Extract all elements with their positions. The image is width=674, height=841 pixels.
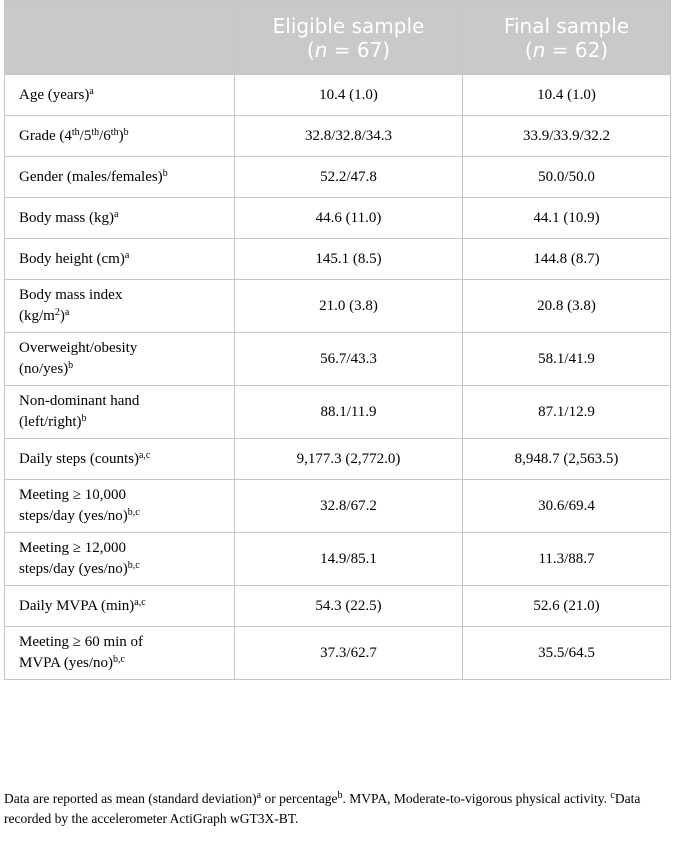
header-empty-cell xyxy=(5,1,235,75)
table-header-row xyxy=(5,1,671,75)
header-eligible-sample xyxy=(235,1,463,75)
eligible-value: 32.8/32.8/34.3 xyxy=(235,116,463,157)
row-label xyxy=(5,157,235,198)
label-text: Meeting ≥ 10,000 xyxy=(19,487,126,503)
header-final-n: n xyxy=(532,37,546,62)
label-text: ) xyxy=(59,308,65,324)
table-row xyxy=(5,333,671,386)
eligible-value: 32.8/67.2 xyxy=(235,480,463,533)
row-label xyxy=(5,239,235,280)
label-text: /5 xyxy=(79,127,92,144)
label-text: Daily steps (counts) xyxy=(19,450,139,467)
demographics-table xyxy=(4,0,671,680)
superscript: th xyxy=(91,126,100,138)
eligible-value: 145.1 (8.5) xyxy=(235,239,463,280)
superscript: b xyxy=(337,790,343,801)
eligible-value: 9,177.3 (2,772.0) xyxy=(235,439,463,480)
header-final-n-value: = 62) xyxy=(545,37,609,62)
row-label xyxy=(5,480,235,533)
final-value: 33.9/33.9/32.2 xyxy=(463,116,671,157)
label-text: steps/day (yes/no) xyxy=(19,508,128,524)
row-label xyxy=(5,75,235,116)
footnote-text: Data recorded by the accelerometer ActiGraph wGT3X-BT. xyxy=(4,791,641,826)
header-final-count: (n = 62) xyxy=(524,37,609,62)
label-text: Body mass (kg) xyxy=(19,209,114,226)
label-text: Gender (males/females) xyxy=(19,168,163,185)
final-value: 8,948.7 (2,563.5) xyxy=(463,439,671,480)
label-text: (left/right) xyxy=(19,414,82,430)
superscript: b xyxy=(162,167,168,179)
row-label xyxy=(5,627,235,680)
eligible-value: 37.3/62.7 xyxy=(235,627,463,680)
final-value: 58.1/41.9 xyxy=(463,333,671,386)
table-row xyxy=(5,586,671,627)
label-text: Meeting ≥ 12,000 xyxy=(19,540,126,556)
eligible-value: 88.1/11.9 xyxy=(235,386,463,439)
superscript: a,c xyxy=(134,596,146,608)
label-text: (no/yes) xyxy=(19,361,69,377)
eligible-value: 56.7/43.3 xyxy=(235,333,463,386)
row-label xyxy=(5,333,235,386)
label-text: Grade (4 xyxy=(19,127,72,144)
superscript: c xyxy=(610,790,615,801)
eligible-value: 10.4 (1.0) xyxy=(235,75,463,116)
table-container xyxy=(4,0,670,680)
final-value: 30.6/69.4 xyxy=(463,480,671,533)
superscript: th xyxy=(110,126,119,138)
header-eligible-count: (n = 67) xyxy=(306,37,391,62)
table-row xyxy=(5,533,671,586)
final-value: 10.4 (1.0) xyxy=(463,75,671,116)
table-row xyxy=(5,157,671,198)
label-text: (kg/m xyxy=(19,308,55,324)
table-row xyxy=(5,239,671,280)
superscript: b xyxy=(81,413,87,424)
eligible-value: 44.6 (11.0) xyxy=(235,198,463,239)
row-label xyxy=(5,116,235,157)
label-text: steps/day (yes/no) xyxy=(19,561,128,577)
superscript: a xyxy=(124,249,130,261)
final-value: 35.5/64.5 xyxy=(463,627,671,680)
label-text: Body height (cm) xyxy=(19,250,125,267)
eligible-value: 52.2/47.8 xyxy=(235,157,463,198)
superscript: a xyxy=(64,307,70,318)
final-value: 52.6 (21.0) xyxy=(463,586,671,627)
superscript: b xyxy=(68,360,74,371)
table-row xyxy=(5,627,671,680)
table-row xyxy=(5,439,671,480)
value-text: 21.0 (3.8) xyxy=(319,297,378,314)
final-value: 11.3/88.7 xyxy=(463,533,671,586)
header-final-title: Final sample xyxy=(503,13,630,38)
label-text: Body mass index xyxy=(19,287,123,303)
superscript: a xyxy=(256,790,262,801)
final-value: 144.8 (8.7) xyxy=(463,239,671,280)
label-text: Non-dominant hand xyxy=(19,393,140,409)
row-label xyxy=(5,586,235,627)
label-text: MVPA (yes/no) xyxy=(19,655,114,671)
final-value xyxy=(463,280,671,333)
footnote-text: . MVPA, Moderate-to-vigorous physical activity. xyxy=(342,791,611,806)
final-value: 87.1/12.9 xyxy=(463,386,671,439)
final-value: 44.1 (10.9) xyxy=(463,198,671,239)
footnote-text: or percentage xyxy=(261,791,338,806)
row-label xyxy=(5,386,235,439)
value-text: 20.8 (3.8) xyxy=(537,297,596,314)
superscript: b,c xyxy=(113,654,125,665)
row-label xyxy=(5,198,235,239)
superscript: b,c xyxy=(127,560,140,571)
row-label xyxy=(5,533,235,586)
superscript: th xyxy=(71,126,80,138)
label-text: Age (years) xyxy=(19,86,90,103)
label-text: /6 xyxy=(99,127,111,144)
eligible-value: 14.9/85.1 xyxy=(235,533,463,586)
table-row xyxy=(5,280,671,333)
label-text: Daily MVPA (min) xyxy=(19,597,135,614)
eligible-value xyxy=(235,280,463,333)
table-row xyxy=(5,480,671,533)
table-row xyxy=(5,198,671,239)
superscript: 2 xyxy=(54,307,60,318)
table-footnote xyxy=(4,789,664,829)
table-row xyxy=(5,386,671,439)
header-eligible-n: n xyxy=(314,37,328,62)
header-eligible-n-value: = 67) xyxy=(327,37,391,62)
label-text: ) xyxy=(118,127,124,144)
superscript: a xyxy=(89,85,94,97)
superscript: a,c xyxy=(138,449,151,461)
superscript: b,c xyxy=(127,507,140,518)
row-label xyxy=(5,439,235,480)
superscript: b xyxy=(123,126,129,138)
header-eligible-title: Eligible sample xyxy=(272,13,425,38)
eligible-value: 54.3 (22.5) xyxy=(235,586,463,627)
label-text: Overweight/obesity xyxy=(19,340,138,356)
final-value: 50.0/50.0 xyxy=(463,157,671,198)
label-text: Meeting ≥ 60 min of xyxy=(19,634,144,650)
row-label xyxy=(5,280,235,333)
table-row xyxy=(5,116,671,157)
header-final-sample xyxy=(463,1,671,75)
table-row xyxy=(5,75,671,116)
footnote-text: Data are reported as mean (standard deviation) xyxy=(4,791,257,806)
superscript: a xyxy=(114,208,119,220)
